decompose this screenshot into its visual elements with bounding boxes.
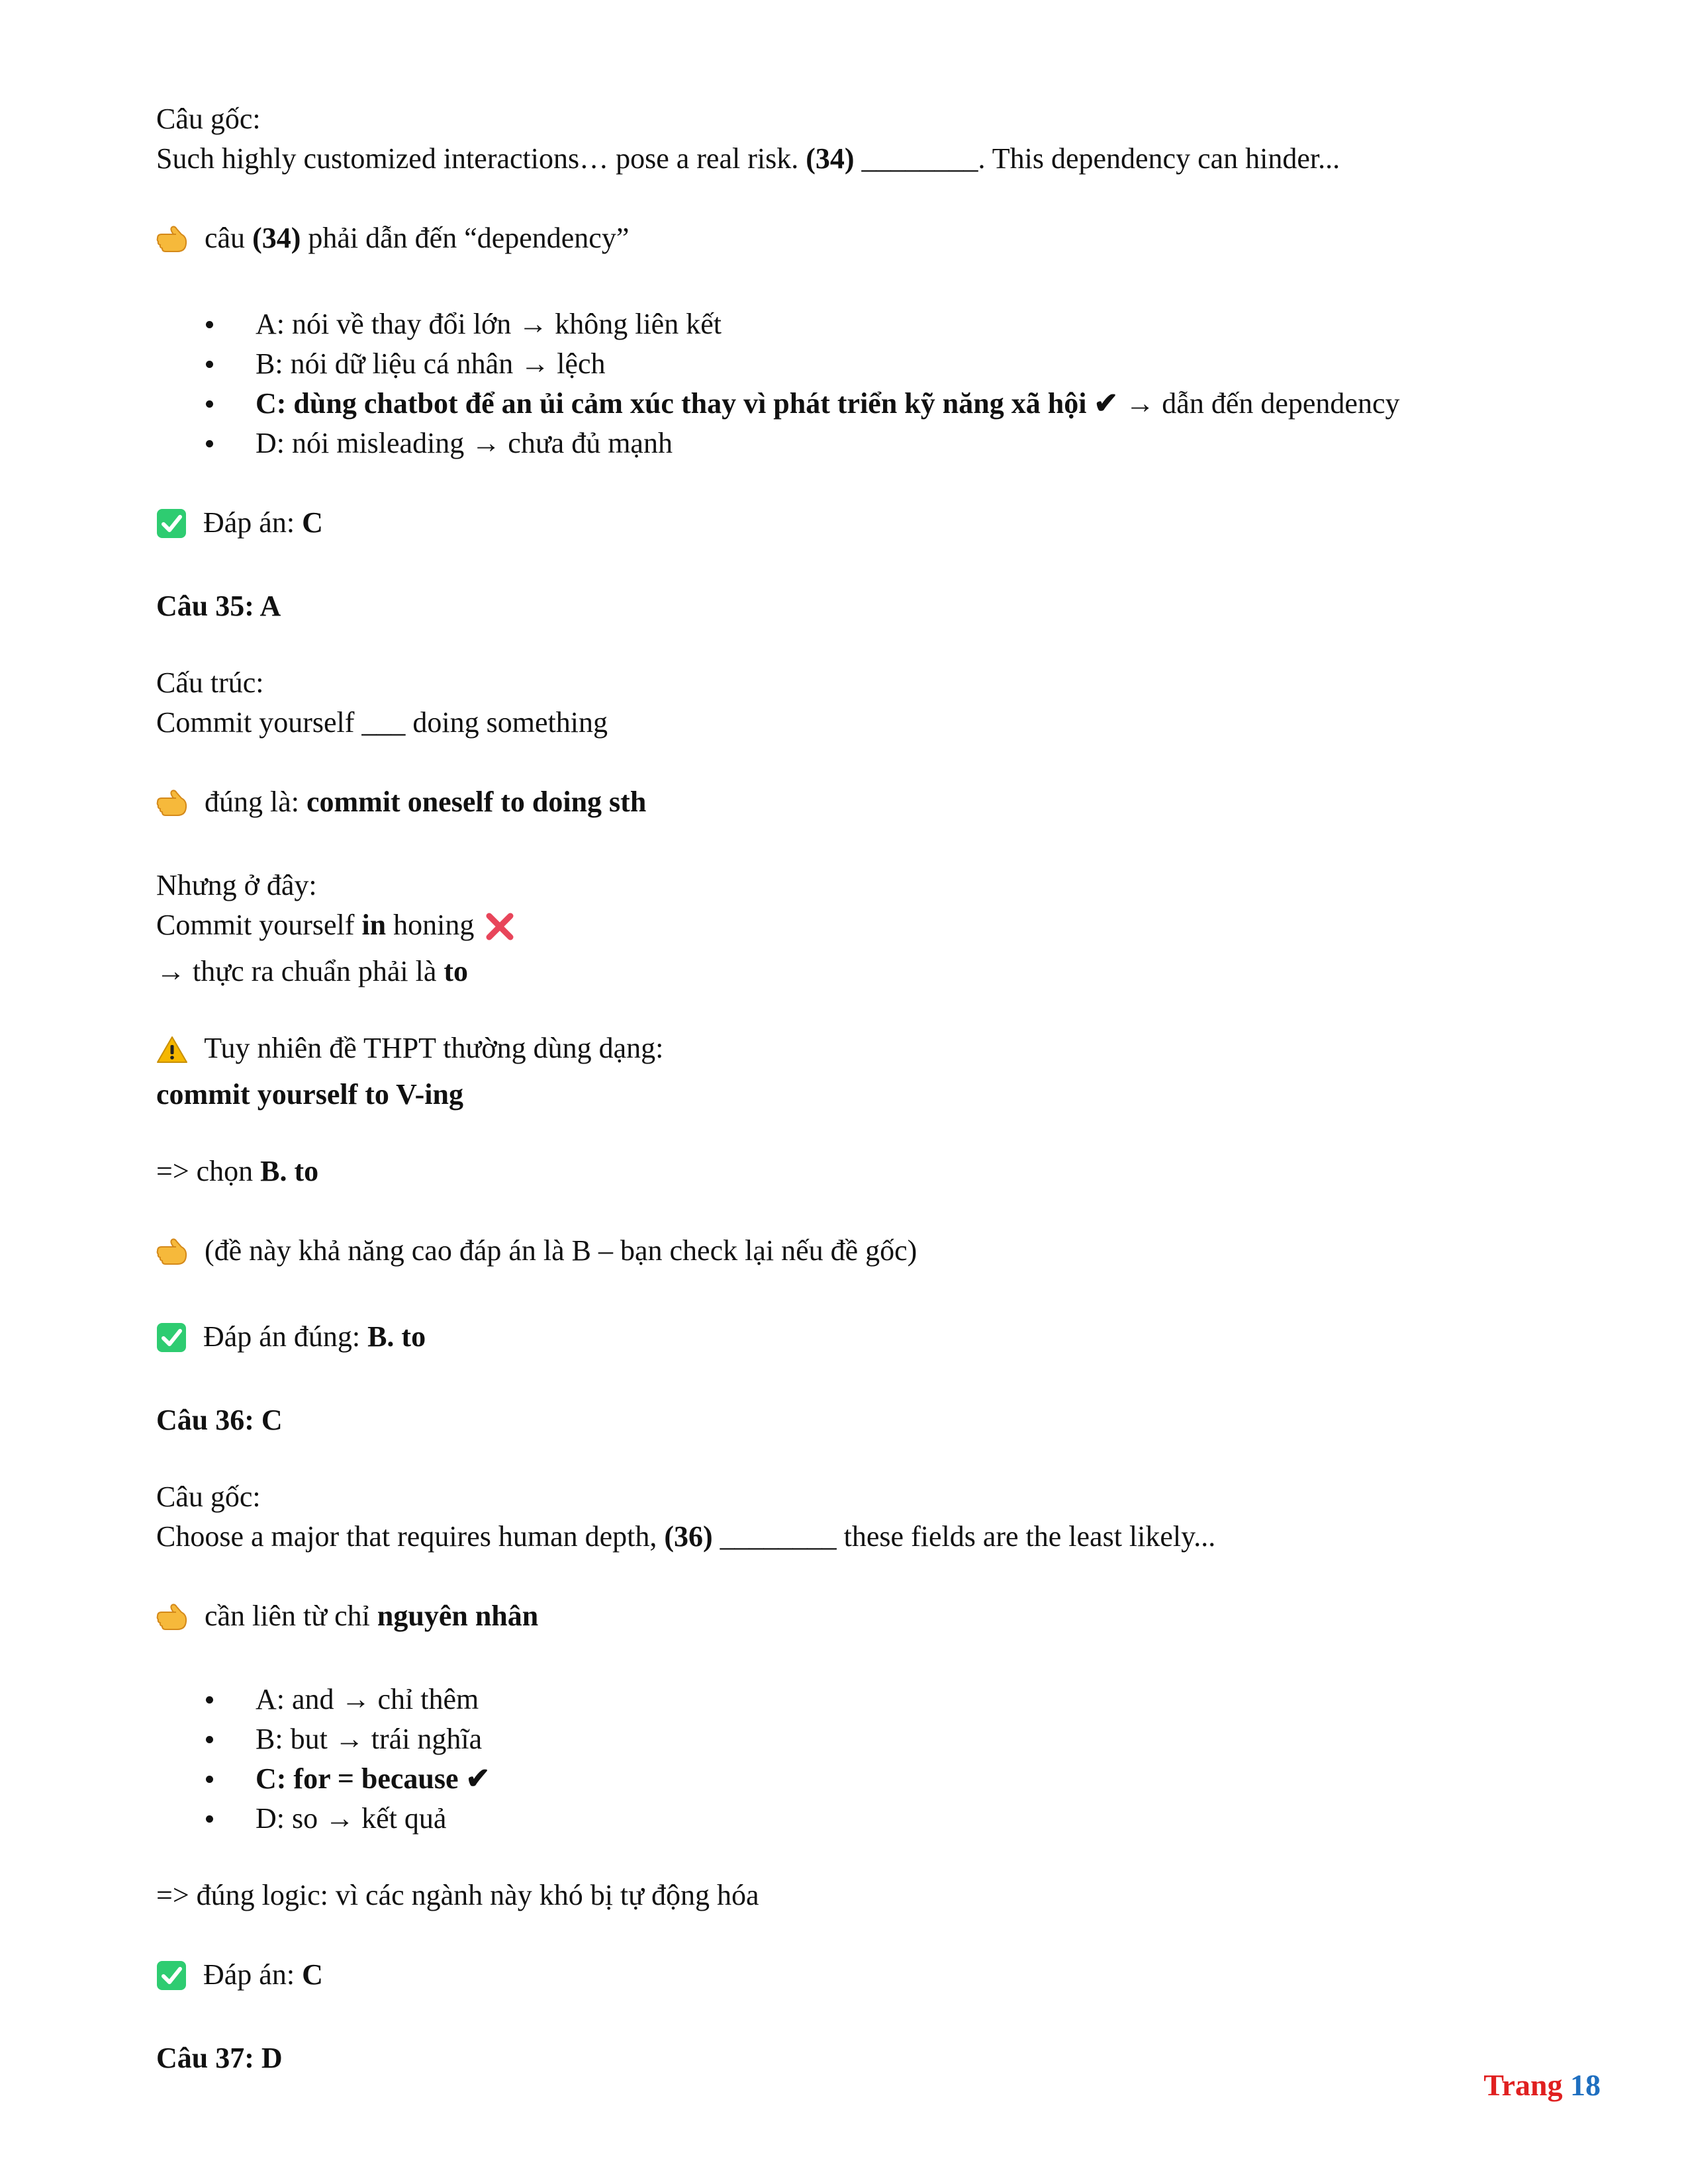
- list-item: B: but → trái nghĩa: [156, 1719, 1566, 1759]
- list-item: B: nói dữ liệu cá nhân → lệch: [156, 344, 1566, 384]
- original-sentence: Choose a major that requires human depth, (36) ________ these fields are the least likely...: [156, 1520, 1216, 1553]
- question-heading: Câu 35: A: [156, 590, 281, 622]
- list-item: C: dùng chatbot để an ủi cảm xúc thay vì phát triển kỹ năng xã hội ✔ → dẫn đến dependency: [156, 384, 1566, 424]
- choose-line: => chọn B. to: [156, 1155, 319, 1187]
- check-box-icon: [156, 508, 187, 549]
- pointing-hand-icon: [156, 1238, 188, 1277]
- structure-line: Commit yourself ___ doing something: [156, 706, 608, 739]
- commit-line: Commit yourself in honing: [156, 905, 1566, 952]
- list-item: D: so → kết quả: [156, 1799, 1566, 1839]
- section-label: Cấu trúc:: [156, 666, 264, 699]
- section-label: Nhưng ở đây:: [156, 869, 317, 901]
- hint-line: đúng là: commit oneself to doing sth: [156, 782, 1566, 829]
- pointing-hand-icon: [156, 1603, 188, 1643]
- list-item: D: nói misleading → chưa đủ mạnh: [156, 424, 1566, 463]
- answer-line: Đáp án đúng: B. to: [156, 1317, 1566, 1363]
- section-label: Câu gốc:: [156, 103, 261, 135]
- pointing-hand-icon: [156, 225, 188, 265]
- warning-icon: [156, 1035, 188, 1075]
- options-list: [156, 1680, 1566, 1839]
- original-sentence: Such highly customized interactions… pose a real risk. (34) ________. This dependency can hinder...: [156, 142, 1340, 175]
- logic-line: => đúng logic: vì các ngành này khó bị tự động hóa: [156, 1879, 759, 1911]
- hint-line: cần liên từ chỉ nguyên nhân: [156, 1596, 1566, 1643]
- check-box-icon: [156, 1322, 187, 1363]
- arrow-line: → thực ra chuẩn phải là to: [156, 955, 469, 987]
- list-item: A: nói về thay đổi lớn → không liên kết: [156, 304, 1566, 344]
- list-item: C: for = because ✔: [156, 1759, 1566, 1799]
- pointing-hand-icon: [156, 789, 188, 829]
- question-heading: Câu 37: D: [156, 2042, 283, 2074]
- warning-line: Tuy nhiên đề THPT thường dùng dạng:: [156, 1028, 1566, 1075]
- document-page: [156, 99, 1566, 2078]
- list-item: A: and → chỉ thêm: [156, 1680, 1566, 1719]
- page-number: Trang 18: [1483, 2068, 1601, 2102]
- section-label: Câu gốc:: [156, 1480, 261, 1513]
- cross-mark-icon: [485, 912, 514, 952]
- note-line: (đề này khả năng cao đáp án là B – bạn check lại nếu đề gốc): [156, 1231, 1566, 1277]
- answer-line: Đáp án: C: [156, 503, 1566, 549]
- answer-line: Đáp án: C: [156, 1955, 1566, 2001]
- warning-structure: commit yourself to V-ing: [156, 1078, 463, 1111]
- check-box-icon: [156, 1960, 187, 2001]
- question-heading: Câu 36: C: [156, 1404, 283, 1436]
- options-list: [156, 304, 1566, 463]
- hint-line: câu (34) phải dẫn đến “dependency”: [156, 218, 1566, 265]
